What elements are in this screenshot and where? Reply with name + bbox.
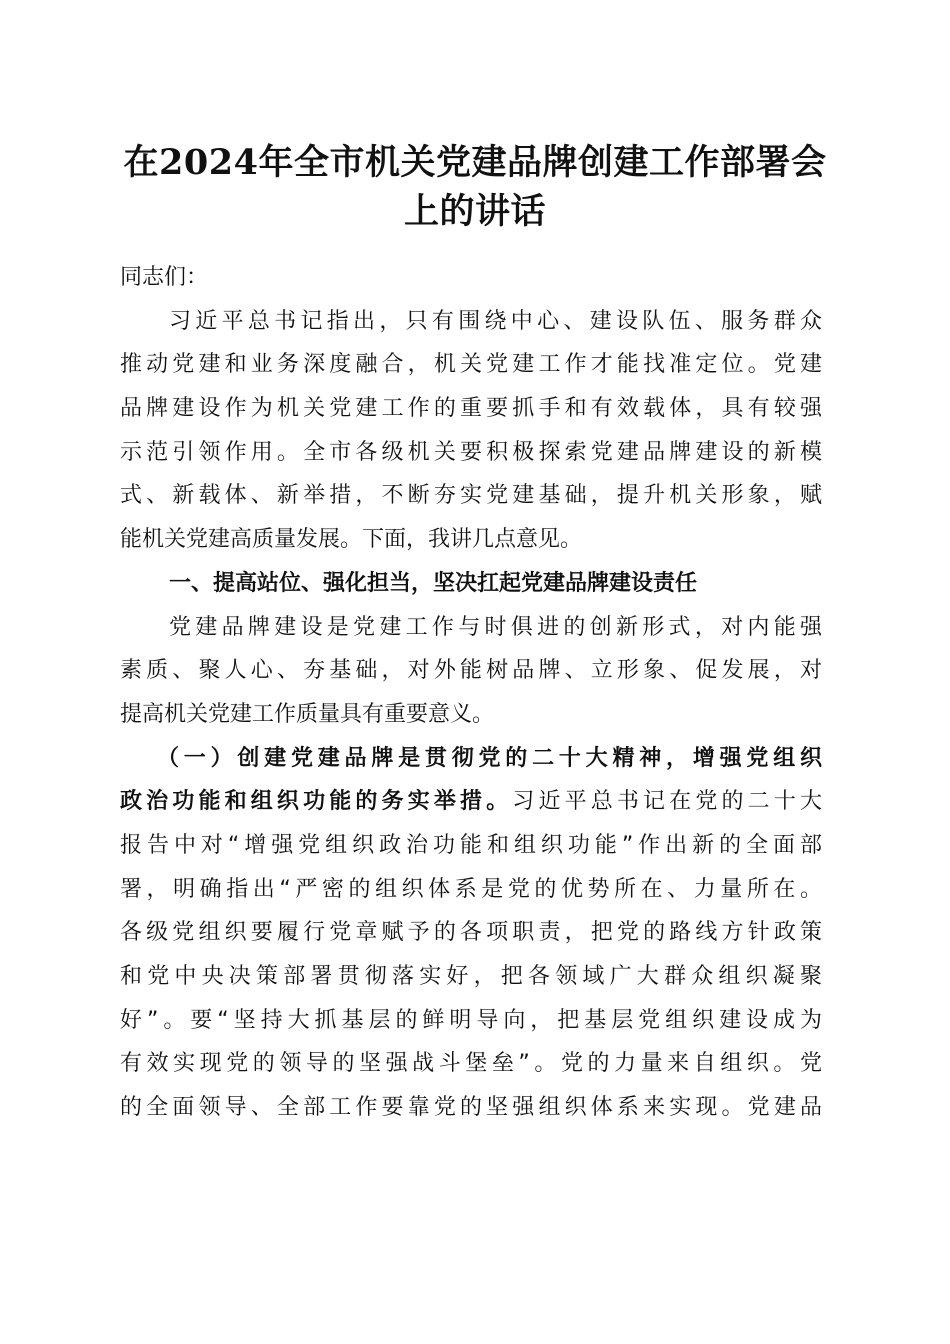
text-line: 品牌建设作为机关党建工作的重要抓手和有效载体，具有较强 [120, 396, 822, 422]
text-line: 的全面领导、全部工作要靠党的坚强组织体系来实现。党建品 [120, 1095, 822, 1121]
text-line: 示范引领作用。全市各级机关要积极探索党建品牌建设的新模 [120, 439, 822, 465]
text-line: 提高机关党建工作质量具有重要意义。 [120, 701, 495, 727]
section-heading-1: 一、提高站位、强化担当，坚决扛起党建品牌建设责任 [169, 570, 698, 596]
text-fragment: 习近平总书记在党的二十大 [512, 789, 822, 815]
text-line: 推动党建和业务深度融合，机关党建工作才能找准定位。党建 [120, 352, 822, 378]
text-line: 党建品牌建设是党建工作与时俱进的创新形式，对内能强 [169, 614, 822, 640]
paragraph-section-1 [120, 606, 822, 737]
text-line: 各级党组织要履行党章赋予的各项职责，把党的路线方针政策 [120, 920, 822, 946]
text-line: 式、新载体、新举措，不断夯实党建基础，提升机关形象，赋 [120, 483, 822, 509]
text-line: 习近平总书记指出，只有围绕中心、建设队伍、服务群众 [169, 308, 822, 334]
document-body [120, 256, 822, 1130]
text-line [120, 780, 822, 824]
paragraph-intro [120, 300, 822, 562]
document-title [100, 138, 850, 236]
text-line: 和党中央决策部署贯彻落实好，把各领域广大群众组织凝聚 [120, 964, 822, 989]
text-line: 有效实现党的领导的坚强战斗堡垒”。党的力量来自组织。党 [120, 1051, 822, 1077]
text-line: 素质、聚人心、夯基础，对外能树品牌、立形象、促发展，对 [120, 658, 822, 684]
text-line: 能机关党建高质量发展。下面，我讲几点意见。 [120, 527, 583, 553]
subheading-tail: 政治功能和组织功能的务实举措。 [120, 789, 513, 815]
salutation: 同志们： [120, 265, 209, 290]
paragraph-subsection-1 [120, 737, 822, 1130]
text-line: 报告中对“增强党组织政治功能和组织功能”作出新的全面部 [120, 832, 822, 858]
text-line: 好”。要“坚持大抓基层的鲜明导向，把基层党组织建设成为 [120, 1007, 822, 1033]
title-line-1: 在2024年全市机关党建品牌创建工作部署会 [123, 142, 827, 183]
subheading-line: （一）创建党建品牌是贯彻党的二十大精神，增强党组织 [157, 745, 822, 771]
title-line-2: 上的讲话 [403, 191, 546, 232]
text-line: 署，明确指出“严密的组织体系是党的优势所在、力量所在。 [120, 876, 822, 902]
